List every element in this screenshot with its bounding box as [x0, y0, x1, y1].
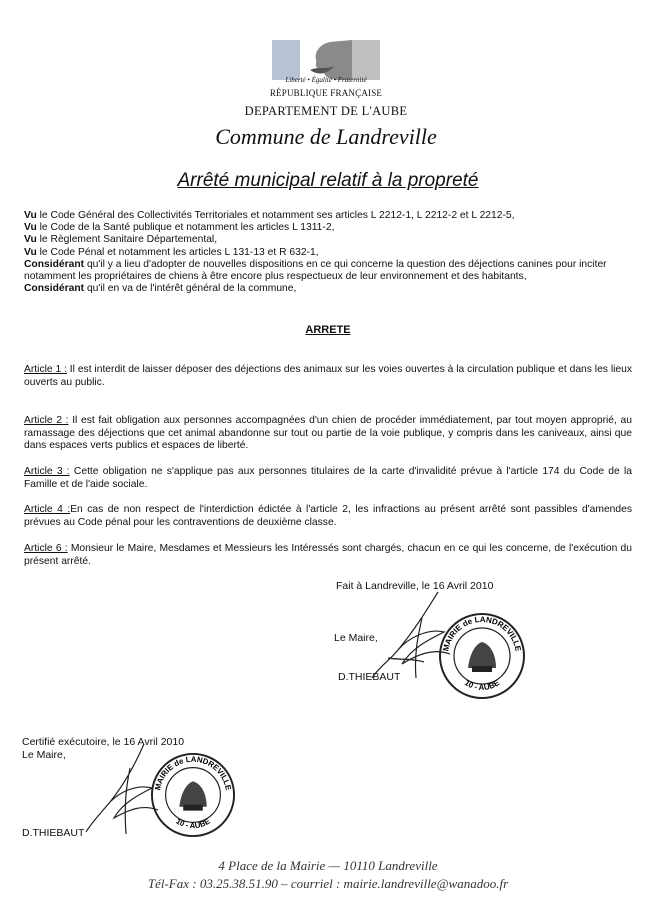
preamble-line: [24, 259, 636, 283]
article-1: [24, 364, 632, 389]
preamble-text: le Code Général des Collectivités Territoriales et notamment ses articles L 2212-1, L 2212-2 et L 2212-5,: [36, 210, 515, 221]
preamble: [24, 210, 636, 295]
document-title: Arrêté municipal relatif à la propreté: [177, 170, 479, 191]
stamp-top-text: MAIRIE de LANDREVILLE: [441, 614, 523, 653]
stamp-bottom-text: 10 - AUBE: [174, 816, 212, 831]
signatory-name: D.THIEBAUT: [338, 671, 401, 683]
commune-heading: Commune de Landreville: [215, 124, 437, 149]
stamp-bottom-text: 10 - AUBE: [462, 678, 502, 693]
fait-a-line: Fait à Landreville, le 16 Avril 2010: [336, 580, 494, 592]
article-label: Article 4 :: [24, 504, 71, 515]
preamble-line: [24, 283, 636, 295]
article-3: [24, 466, 632, 491]
preamble-text: qu'il en va de l'intérêt général de la commune,: [84, 283, 297, 295]
preamble-text: le Code Pénal et notamment les articles L 131-13 et R 632-1,: [36, 246, 319, 258]
article-2: [24, 415, 632, 453]
preamble-text: le Code de la Santé publique et notamment les articles L 1311-2,: [36, 222, 335, 234]
republique-francaise: RÉPUBLIQUE FRANÇAISE: [269, 88, 383, 98]
preamble-lead: Considérant: [24, 283, 85, 295]
preamble-lead: Vu: [24, 210, 37, 221]
preamble-lead: Vu: [24, 246, 37, 258]
article-label: Article 3 :: [24, 466, 70, 477]
stamp-top-text: MAIRIE de LANDREVILLE: [153, 754, 233, 792]
republic-motto: Liberté • Égalité • Fraternité: [285, 76, 367, 84]
footer-contact: Tél-Fax : 03.25.38.51.90 – courriel : mairie.landreville@wanadoo.fr: [147, 876, 509, 891]
preamble-text: le Règlement Sanitaire Départemental,: [36, 234, 218, 246]
article-label: Article 1 :: [24, 364, 67, 375]
article-text: Il est fait obligation aux personnes accompagnées d'un chien de procéder immédiatement, par tout moyen approprié, au ramassage des déjections que cet animal abandonne sur tout ou partie de la voie publique, y compris dans les caniveaux, ainsi que dans espaces verts publics et espaces de liberté.: [24, 415, 632, 452]
preamble-line: [24, 222, 636, 234]
article-4: [24, 504, 632, 529]
departement-heading: DEPARTEMENT DE L'AUBE: [244, 104, 408, 118]
certification-name: D.THIEBAUT: [22, 827, 85, 839]
preamble-lead: Vu: [24, 222, 37, 234]
article-text: Monsieur le Maire, Mesdames et Messieurs les Intéressés sont chargés, chacun en ce qui les concerne, de l'exécution du présent arrêté.: [24, 543, 632, 567]
footer-address: 4 Place de la Mairie — 10110 Landreville: [218, 858, 438, 873]
article-text: Cette obligation ne s'applique pas aux personnes titulaires de la carte d'invalidité prévue à l'article 174 du Code de la Famille et de l'aide sociale.: [24, 466, 632, 490]
article-text: Il est interdit de laisser déposer des déjections des animaux sur les voies ouvertes à la circulation publique et dans les lieux ouverts au public.: [24, 364, 633, 388]
preamble-lead: Vu: [24, 234, 37, 246]
certification-line: Certifié exécutoire, le 16 Avril 2010: [22, 736, 185, 748]
preamble-line: [24, 210, 636, 222]
article-label: Article 2 :: [24, 415, 69, 426]
preamble-text: qu'il y a lieu d'adopter de nouvelles dispositions en ce qui concerne la question des déjections canines pour inciter notamment les propriétaires de chiens à être encore plus respectueux de leur environnement et des habitants,: [24, 258, 607, 283]
municipal-stamp: [150, 752, 236, 838]
municipal-stamp: [438, 612, 526, 700]
certification-role: Le Maire,: [22, 748, 66, 761]
marianne-profile-icon: [300, 40, 352, 80]
preamble-lead: Considérant: [24, 258, 85, 270]
article-label: Article 6 :: [24, 543, 68, 554]
preamble-line: [24, 247, 636, 259]
signatory-role: Le Maire,: [334, 632, 378, 644]
article-text: En cas de non respect de l'interdiction édictée à l'article 2, les infractions au présent arrêté sont passibles d'amendes prévues au Code pénal pour les contraventions de deuxième classe.: [24, 504, 633, 528]
preamble-line: [24, 234, 636, 246]
article-6: [24, 543, 632, 568]
arrete-heading: ARRETE: [305, 324, 351, 336]
